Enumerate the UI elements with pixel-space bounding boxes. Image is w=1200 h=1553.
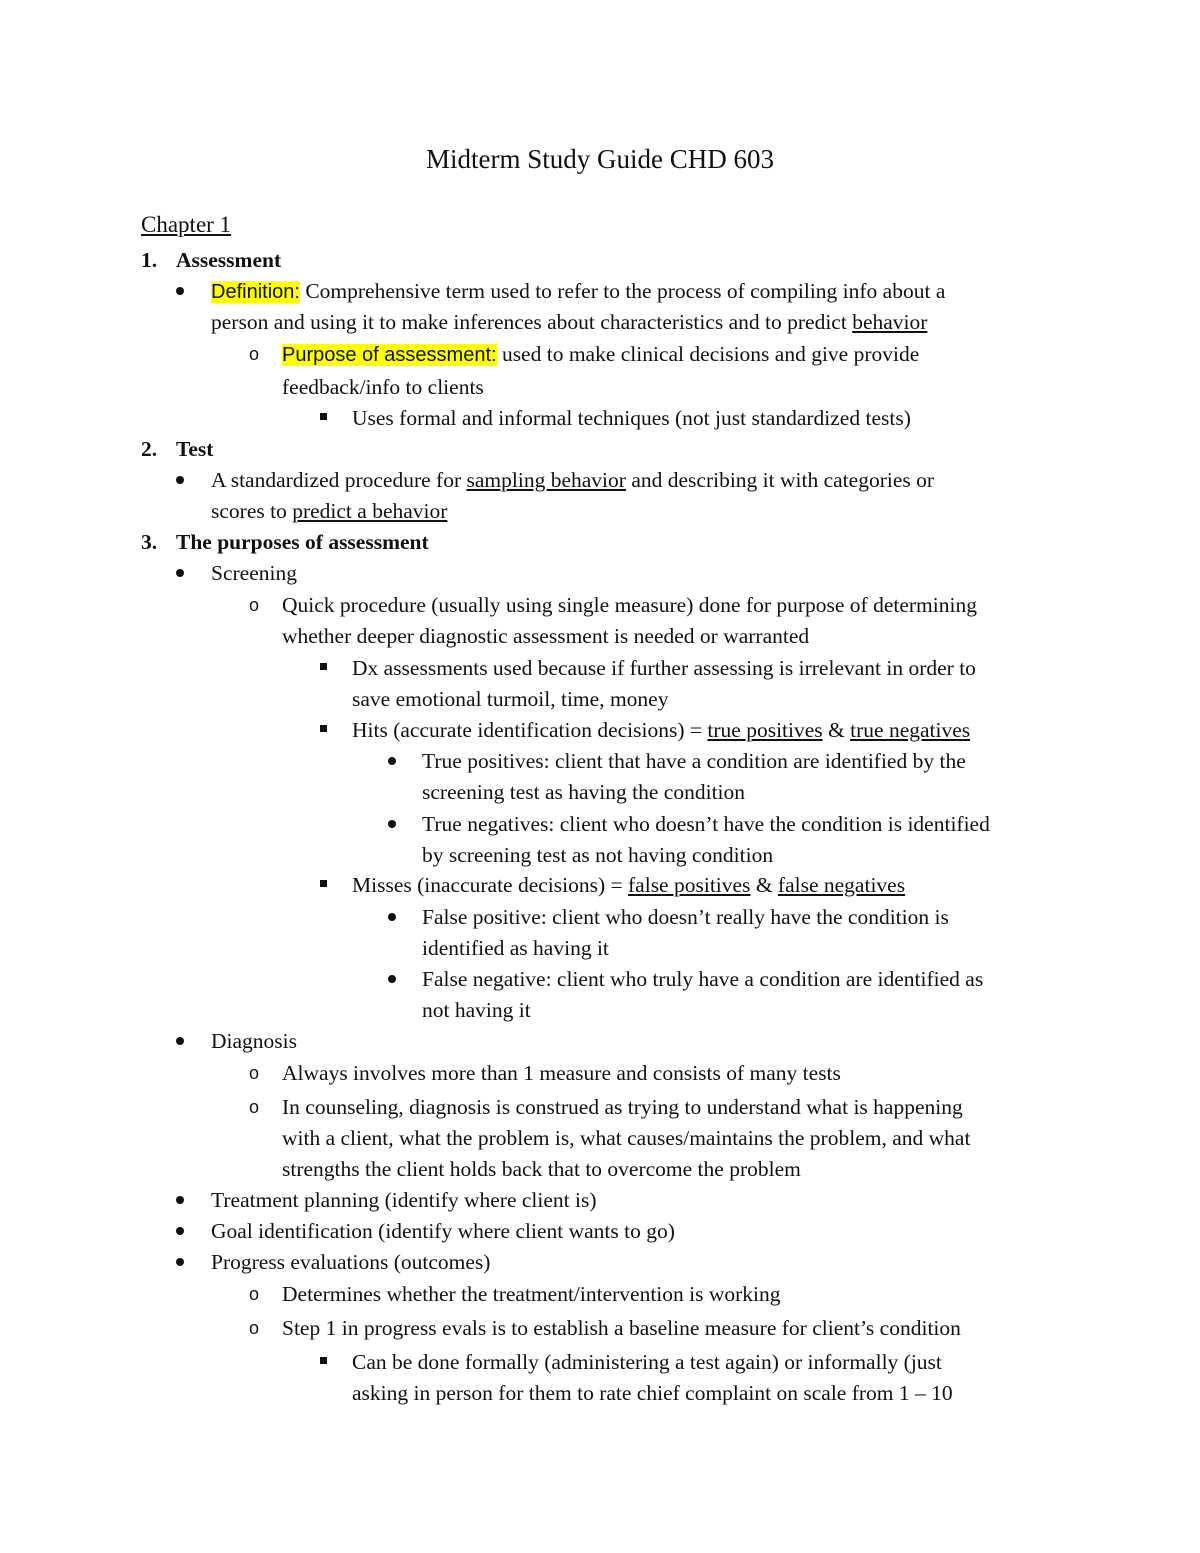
hits-line: Hits (accurate identification decisions) = true positives & true negatives — [352, 718, 971, 742]
bullet-circle-icon: o — [249, 595, 260, 615]
diagnosis-line-1: Always involves more than 1 measure and consists of many tests — [282, 1061, 841, 1085]
false-positive-line-2: identified as having it — [422, 936, 609, 960]
uses-line: Uses formal and informal techniques (not just standardized tests) — [352, 406, 911, 430]
dx-line-2: save emotional turmoil, time, money — [352, 687, 669, 711]
purpose-label: Purpose of assessment: — [282, 344, 497, 366]
false-negative-line-2: not having it — [422, 998, 531, 1022]
bullet-dot-icon — [176, 476, 184, 484]
progress-line-1: Determines whether the treatment/intervention is working — [282, 1282, 781, 1306]
purpose-line: Purpose of assessment: used to make clinical decisions and give provide — [282, 342, 920, 366]
bullet-circle-icon: o — [249, 1284, 260, 1304]
progress-line-2: Step 1 in progress evals is to establish a baseline measure for client’s condition — [282, 1316, 961, 1340]
goal-item: Goal identification (identify where client wants to go) — [211, 1219, 675, 1243]
false-positive-line: False positive: client who doesn’t really have the condition is — [422, 905, 949, 929]
section-heading-test: Test — [176, 437, 214, 461]
bullet-dot-icon — [388, 913, 396, 921]
diagnosis-line-4: strengths the client holds back that to overcome the problem — [282, 1157, 801, 1181]
true-negatives-line: True negatives: client who doesn’t have the condition is identified — [422, 812, 990, 836]
purpose-line-2: feedback/info to clients — [282, 375, 484, 399]
bullet-circle-icon: o — [249, 344, 260, 364]
bullet-square-icon — [320, 880, 327, 887]
section-number: 3. — [141, 530, 158, 554]
bullet-dot-icon — [176, 287, 184, 295]
treatment-item: Treatment planning (identify where client is) — [211, 1188, 597, 1212]
bullet-dot-icon — [176, 1258, 184, 1266]
bullet-dot-icon — [176, 1196, 184, 1204]
section-number: 1. — [141, 248, 158, 272]
bullet-dot-icon — [176, 1227, 184, 1235]
true-negatives-line-2: by screening test as not having condition — [422, 843, 774, 867]
section-heading-assessment: Assessment — [176, 248, 282, 272]
test-line-2: scores to predict a behavior — [211, 499, 448, 523]
diagnosis-line-3: with a client, what the problem is, what causes/maintains the problem, and what — [282, 1126, 971, 1150]
dx-line: Dx assessments used because if further assessing is irrelevant in order to — [352, 656, 976, 680]
definition-line-2: person and using it to make inferences about characteristics and to predict behavior — [211, 310, 928, 334]
page-title: Midterm Study Guide CHD 603 — [426, 144, 774, 174]
bullet-dot-icon — [176, 569, 184, 577]
bullet-square-icon — [320, 1357, 327, 1364]
bullet-dot-icon — [388, 757, 396, 765]
bullet-circle-icon: o — [249, 1318, 260, 1338]
progress-item: Progress evaluations (outcomes) — [211, 1250, 491, 1274]
section-number: 2. — [141, 437, 158, 461]
bullet-square-icon — [320, 413, 327, 420]
test-line: A standardized procedure for sampling behavior and describing it with categories or — [211, 468, 935, 492]
true-positives-line-2: screening test as having the condition — [422, 780, 746, 804]
quick-procedure-line: Quick procedure (usually using single measure) done for purpose of determining — [282, 593, 977, 617]
definition-label: Definition: — [211, 281, 300, 303]
bullet-dot-icon — [176, 1037, 184, 1045]
false-negative-line: False negative: client who truly have a condition are identified as — [422, 967, 984, 991]
bullet-dot-icon — [388, 820, 396, 828]
bullet-circle-icon: o — [249, 1097, 260, 1117]
chapter-heading: Chapter 1 — [141, 212, 232, 237]
misses-line: Misses (inaccurate decisions) = false positives & false negatives — [352, 873, 906, 897]
progress-line-3: Can be done formally (administering a test again) or informally (just — [352, 1350, 942, 1374]
bullet-square-icon — [320, 663, 327, 670]
section-heading-purposes: The purposes of assessment — [176, 530, 429, 554]
quick-procedure-line-2: whether deeper diagnostic assessment is needed or warranted — [282, 624, 810, 648]
bullet-circle-icon: o — [249, 1063, 260, 1083]
diagnosis-item: Diagnosis — [211, 1029, 297, 1053]
diagnosis-line-2: In counseling, diagnosis is construed as trying to understand what is happening — [282, 1095, 963, 1119]
bullet-dot-icon — [388, 975, 396, 983]
progress-line-4: asking in person for them to rate chief complaint on scale from 1 – 10 — [352, 1381, 953, 1405]
screening-item: Screening — [211, 561, 297, 585]
definition-line: Definition: Comprehensive term used to refer to the process of compiling info about a — [211, 279, 946, 303]
true-positives-line: True positives: client that have a condition are identified by the — [422, 749, 966, 773]
bullet-square-icon — [320, 725, 327, 732]
